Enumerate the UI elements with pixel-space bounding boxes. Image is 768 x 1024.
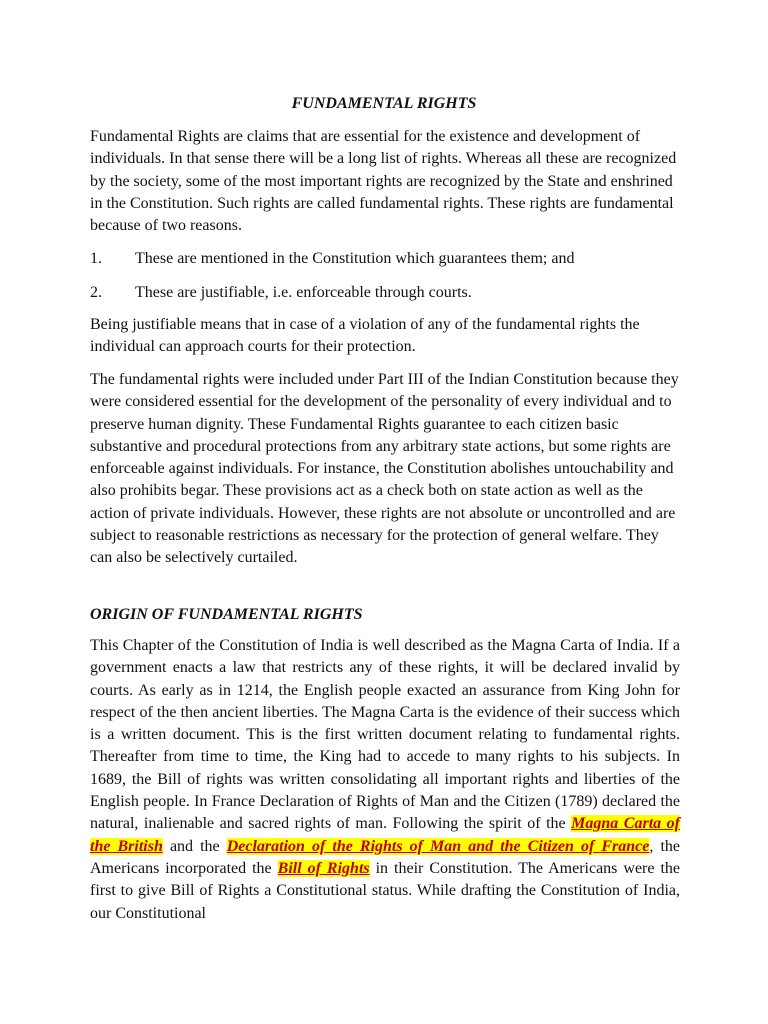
justifiable-paragraph: Being justifiable means that in case of a violation of any of the fundamental rights the individual can approach courts for their protection. (90, 316, 640, 356)
highlight-declaration-rights-of-man: Declaration of the Rights of Man and the Citizen of France (226, 837, 650, 855)
list-item-number: 2. (90, 284, 102, 301)
highlight-bill-of-rights: Bill of Rights (277, 859, 370, 877)
list-item (90, 248, 680, 270)
origin-text: and the (162, 837, 227, 855)
page-title-text: FUNDAMENTAL RIGHTS (291, 95, 477, 112)
origin-text: This Chapter of the Constitution of India is well described as the Magna Carta of India. If a government enacts a law that restricts any of these rights, it will be declared invalid by courts. As early as in 1214, the English people exacted an assurance from King John for respect of the then ancient liberties. The Magna Carta is the evidence of their success which is a written document. This is the first written document relating to fundamental rights. Thereafter from time to time, the King had to accede to many rights to his subjects. In 1689, the Bill of rights was written consolidating all important rights and liberties of the English people. In France Declaration of Rights of Man and the Citizen (1789) declared the natural, inalienable and sacred rights of man. Following the spirit of the (90, 637, 680, 833)
origin-text: , the Americans incorporated the (90, 837, 680, 877)
list-item (90, 282, 680, 304)
origin-text: in their Constitution. The Americans were the first to give Bill of Rights a Constitutional status. While drafting the Constitution of India, our Constitutional (90, 859, 681, 922)
list-item-text: These are mentioned in the Constitution which guarantees them; and (135, 250, 575, 267)
highlight-magna-carta: Magna Carta of the British (90, 815, 680, 855)
list-item-text: These are justifiable, i.e. enforceable through courts. (135, 284, 472, 301)
page-title (0, 94, 768, 114)
origin-heading: ORIGIN OF FUNDAMENTAL RIGHTS (90, 606, 363, 623)
part3-paragraph: The fundamental rights were included under Part III of the Indian Constitution because they were considered essential for the development of the personality of every individual and to preserve human dignity. These Fundamental Rights guarantee to each citizen basic substantive and procedural protections from any arbitrary state actions, but some rights are enforceable against individuals. For instance, the Constitution abolishes untouchability and also prohibits begar. These provisions act as a check both on state action as well as the action of private individuals. However, these rights are not absolute or uncontrolled and are subject to reasonable restrictions as necessary for the protection of general welfare. They can also be selectively curtailed. (90, 371, 679, 567)
intro-paragraph: Fundamental Rights are claims that are essential for the existence and development of individuals. In that sense there will be a long list of rights. Whereas all these are recognized by the society, some of the most important rights are recognized by the State and enshrined in the Constitution. Such rights are called fundamental rights. These rights are fundamental because of two reasons. (90, 128, 677, 235)
origin-paragraph (90, 635, 680, 925)
list-item-number: 1. (90, 250, 102, 267)
